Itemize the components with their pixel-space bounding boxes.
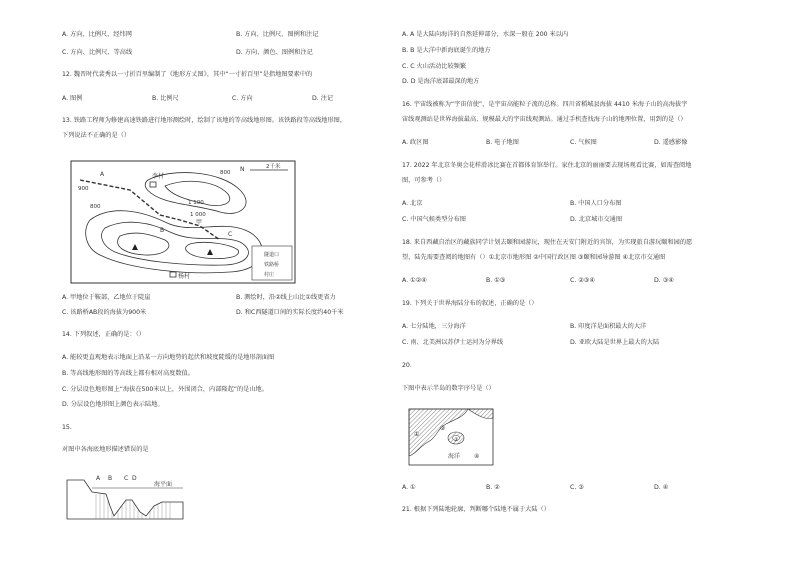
q15-option-b[interactable]: B. B 是大洋中新海底诞生的地方 [402,47,491,54]
q19-option-a[interactable]: A. 七分陆地，三分海洋 [402,323,466,330]
q13-option-c[interactable]: C. 该路桥AB段的海拔为900米 [62,309,147,316]
q19-option-d[interactable]: D. 亚欧大陆是世界上最大的大陆 [570,339,660,346]
sea-label: 海洋 [448,453,461,460]
marker-1: ① [414,431,420,438]
village-label: 李村 [152,173,165,180]
contour-label-900: 900 [78,186,89,192]
scale-label: 2千米 [266,164,281,170]
q12-text: 12. 魏晋时代裴秀以一寸折百里编制了《地形方丈图》，其中“一寸折百里”是指地图要素中的 [62,71,313,78]
contour-label-1100: 1 100 [188,200,204,206]
q18-text-line2: 望，陆先需要查阅的地图有（）①北京市地形图 ②中国行政区图 ③颐和园导游图 ④北京市交通图 [402,254,666,261]
q21-text: 21. 根据下列陆地轮廓，判断哪个陆地不属于大陆（） [402,506,550,513]
marker-2: ② [440,425,446,432]
q17-option-b[interactable]: B. 中国人口分布图 [570,200,622,207]
profile-label-b: B [108,475,113,482]
q14-option-b[interactable]: B. 等高线地形图的等高线上都有相对高度数值。 [62,370,194,377]
q14-option-d[interactable]: D. 分层设色地形图上颜色表示陆地。 [62,401,164,408]
legend-tunnel: 隧道口 [264,252,280,258]
q20-option-a[interactable]: A. ① [402,484,416,491]
q12-option-c[interactable]: C. 方向 [232,95,253,102]
q20-text: 下图中表示半岛的数字序号是（） [402,385,495,392]
q16-option-b[interactable]: B. 电子地图 [486,139,519,146]
q14-text: 14. 下列叙述，正确的是：（） [62,331,145,338]
q14-option-c[interactable]: C. 分层设色地形图上“海拔在500米以上，外围闭合，内部隆起”的是山地。 [62,386,268,393]
q12-option-b[interactable]: B. 比例尺 [152,95,179,102]
q20-number: 20. [402,362,412,369]
contour-label-1000: 1 000 [190,212,206,218]
point-a-label: A [100,171,105,178]
q12-option-a[interactable]: A. 图例 [62,95,83,102]
q15-option-c[interactable]: C. C 火山活动比较频繁 [402,63,467,70]
q15-text: 对图中各海底地形描述错误的是 [62,446,149,453]
q13-option-a[interactable]: A. 甲地位于鞍部，乙地位于陡崖 [62,294,151,301]
point-c-label: C [228,231,233,238]
legend-village: 村庄 [264,272,275,278]
q15-number: 15. [62,424,72,431]
seafloor-profile-figure [66,470,184,520]
q19-text: 19. 下列关于世界海陆分布的叙述，正确的是（） [402,300,538,307]
q13-option-d[interactable]: D. 和C西隧道口间的实际长度约40千米 [236,309,344,316]
q13-text-line1: 13. 铁路工程师为修建高速铁路进行地形测绘时，绘制了该地的等高线地形图。该铁路段等高线地形图， [62,117,347,124]
q16-option-c[interactable]: C. 气候图 [570,139,597,146]
q13-option-b[interactable]: B. 测绘时，沿②线上山比①线更省力 [236,294,336,301]
village2-label: 杨村 [178,273,191,280]
q15-option-a[interactable]: A. A 是大陆向海洋的自然延伸部分，水深一般在 200 米以内 [402,31,569,38]
contour-label-800: 800 [90,204,101,210]
contour-map-figure [70,160,296,284]
q18-option-c[interactable]: C. ②③④ [570,277,595,284]
q18-option-d[interactable]: D. ③④ [654,277,674,284]
q20-option-c[interactable]: C. ③ [570,484,584,491]
q18-option-a[interactable]: A. ①②④ [402,277,427,284]
marker-4: ④ [474,453,480,460]
point-b-label: B [160,227,165,234]
peninsula-map-figure [408,408,494,466]
sea-level-label: 海平面 [154,481,173,488]
q17-text-line1: 17. 2022 年北京冬奥会花样滑冰比赛在首都体育馆举行。家住北京的丽丽要去现场观看比赛，如需查阅地 [402,162,692,169]
q18-text-line1: 18. 来自西藏自治区的藏族同学计划去颐和园游玩，现住在天安门附近的宾馆，为实现旅自游玩颐和园的愿 [402,239,693,246]
q18-option-b[interactable]: B. ①③ [486,277,506,284]
q17-option-a[interactable]: A. 北京 [402,200,423,207]
legend-bridge: 铁路桥 [264,262,280,268]
q11-option-a[interactable]: A. 方向、比例尺、经纬网 [62,31,132,38]
point-jia-label: 甲 [196,219,203,226]
q19-option-c[interactable]: C. 南、北美洲以苏伊士运河为分界线 [402,339,504,346]
q16-option-d[interactable]: D. 遥感影像 [654,139,688,146]
profile-label-c: C [124,475,129,482]
profile-label-d: D [132,475,137,482]
q12-option-d[interactable]: D. 注记 [312,95,334,102]
north-arrow: N [240,166,245,173]
q11-option-c[interactable]: C. 方向、比例尺、等高线 [62,49,133,56]
q20-option-d[interactable]: D. ④ [654,484,669,491]
q19-option-b[interactable]: B. 印度洋是面积最大的大洋 [570,323,647,330]
q16-text-line2: 宙线观测站是世界海拔最高、规模最大的宇宙线观测站。通过手机查找海子山的地理位置，用到的是（） [402,116,687,123]
q14-option-a[interactable]: A. 能较更直观地表示地面上沿某一方向地势的起伏和坡度陡缓的是地形剖面图 [62,354,275,361]
q17-option-d[interactable]: D. 北京城市交通图 [570,216,623,223]
q16-option-a[interactable]: A. 政区图 [402,139,429,146]
q16-text-line1: 16. 宇宙线被称为“宇宙信使”，是宇宙高能粒子流的总称。四川省稻城县海拔 4410 米海子山的高海拔宇 [402,101,688,108]
q13-text-line2: 下列说法不正确的是（） [62,132,131,139]
contour-label-800-b: 800 [220,170,231,176]
q17-option-c[interactable]: C. 中国气候类型分布图 [402,216,466,223]
profile-label-a: A [96,475,101,482]
q17-text-line2: 图，可参考（） [402,177,446,184]
q15-option-d[interactable]: D. D 是海洋底部最深的地方 [402,78,480,85]
q20-option-b[interactable]: B. ② [486,484,500,491]
q11-option-d[interactable]: D. 方向、颜色、图例和注记 [236,49,313,56]
marker-3: ③ [454,437,459,443]
q11-option-b[interactable]: B. 方向、比例尺、图例和注记 [236,31,319,38]
